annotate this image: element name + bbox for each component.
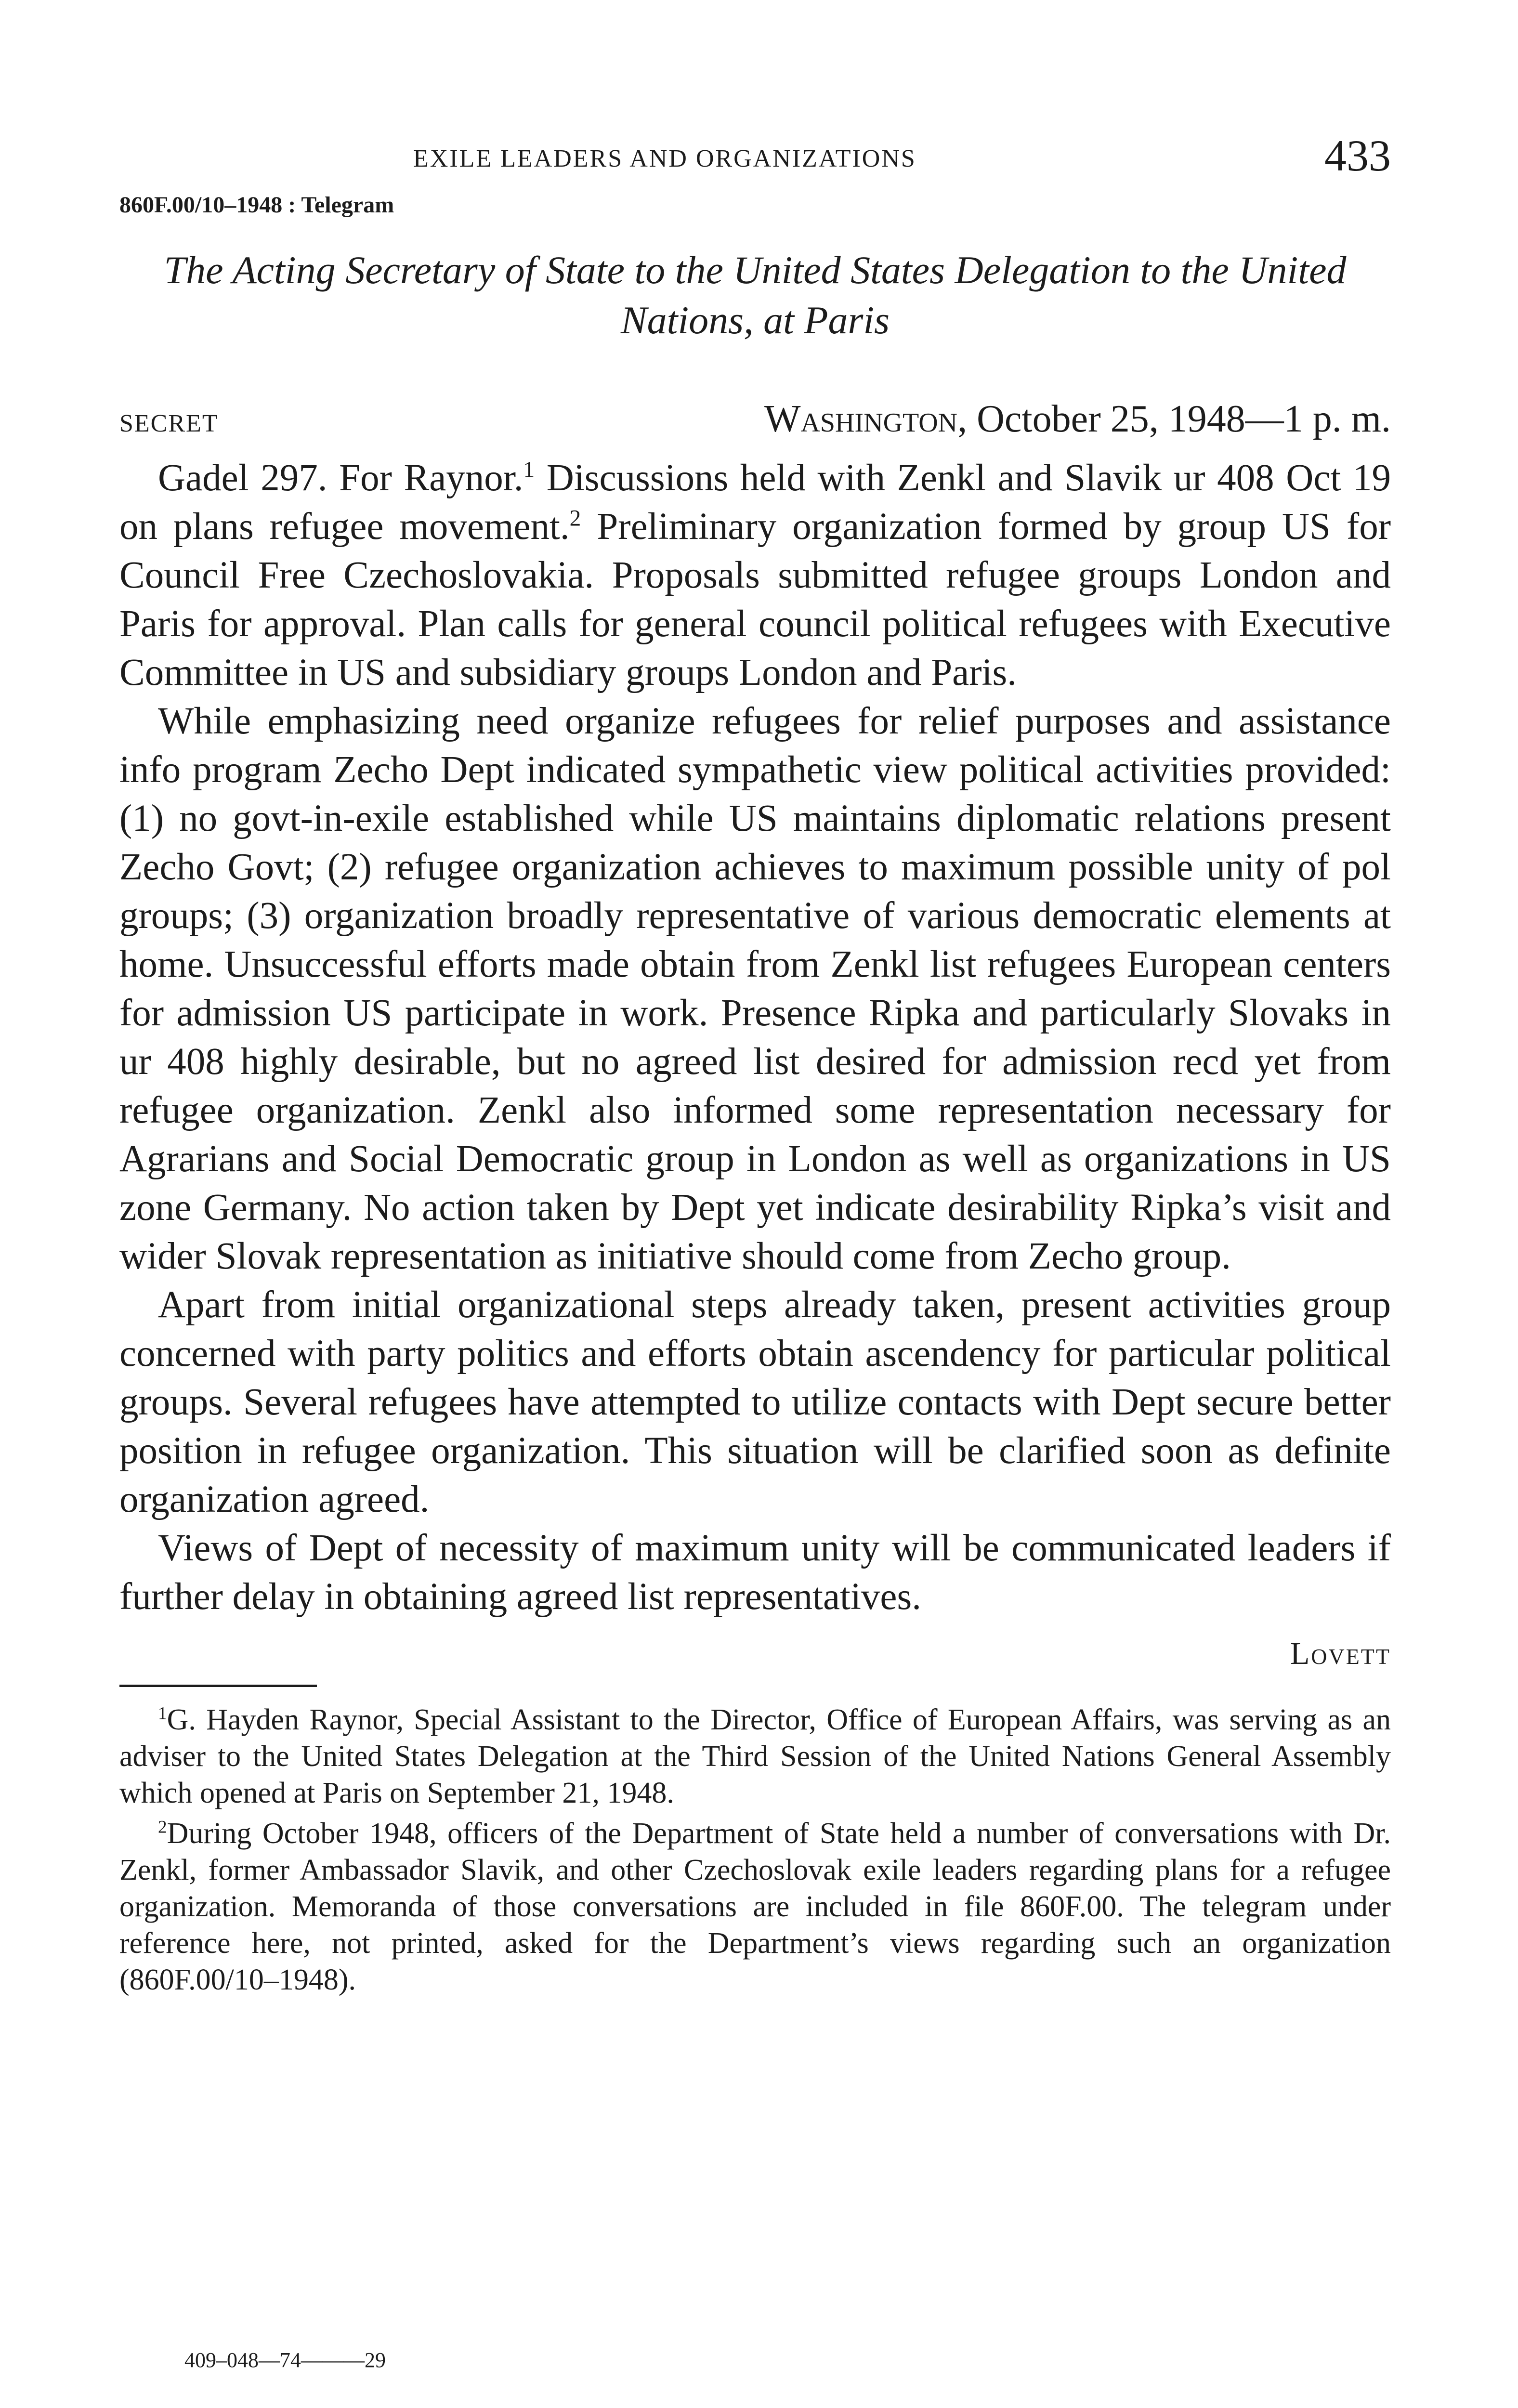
footnote-ref-1: 1 <box>523 457 535 483</box>
body-paragraph-4: Views of Dept of necessity of maximum unity will be communicated leaders if further delay in obtaining agreed list representatives. <box>119 1527 1391 1618</box>
telegram-body <box>119 454 1391 1621</box>
classification-marking: SECRET <box>119 410 219 437</box>
footnotes <box>119 1701 1391 1998</box>
running-head <box>119 130 1391 183</box>
footnote-1-mark: 1 <box>158 1703 167 1724</box>
paragraph-1-part-2: Discussions held with Zenkl and Slavik ur 408 Oct 19 on plans refugee movement. <box>119 457 1391 548</box>
footnote-ref-2: 2 <box>569 506 581 531</box>
body-paragraph-2: While emphasizing need organize refugees for relief purposes and assistance info program Zecho Dept indicated sympathetic view political activities provided: (1) no govt-in-exile established while US maintains diplomatic relations present Zecho Govt; (2) refugee organization achieves to maximum possible unity of pol groups; (3) organization broadly representative of various democratic elements at home. Unsuccessful efforts made obtain from Zenkl list refugees European centers for admission US participate in work. Presence Ripka and particularly Slovaks in ur 408 highly desirable, but no agreed list desired for admission recd yet from refugee organization. Zenkl also informed some representation necessary for Agrarians and Social Democratic group in London as well as organizations in US zone Germany. No action taken by Dept yet indicate desirability Ripka’s visit and wider Slovak representation as initiative should come from Zecho group. <box>119 700 1391 1277</box>
footnote-1-text: G. Hayden Raynor, Special Assistant to the Director, Office of European Affairs, was serving as an adviser to the United States Delegation at the Third Session of the United Nations General Assembly which opened at Paris on September 21, 1948. <box>119 1703 1391 1809</box>
body-paragraph-1 <box>119 454 1391 697</box>
document-page <box>119 130 1391 2408</box>
footnote-divider <box>119 1685 317 1687</box>
footnote-2 <box>119 1815 1391 1998</box>
printer-imprint: 409–048—74———29 <box>184 2348 386 2372</box>
paragraph-1-part-1: Gadel 297. For Raynor. <box>158 457 523 499</box>
page-number: 433 <box>1324 131 1391 180</box>
telegram-header <box>119 397 1391 441</box>
footnote-2-text: During October 1948, officers of the Department of State held a number of conversations with Dr. Zenkl, former Ambassador Slavik, and other Czechoslovak exile leaders regarding plans for a refugee organization. Memoranda of those conversations are included in file 860F.00. The telegram under reference here, not printed, asked for the Department’s views regarding such an organization (860F.00/10–1948). <box>119 1817 1391 1996</box>
footnote-1 <box>119 1701 1391 1811</box>
dateline <box>764 397 1391 441</box>
body-paragraph-3: Apart from initial organizational steps already taken, present activities group concerned with party politics and efforts obtain ascendency for particular political groups. Several refugees have attempted to utilize contacts with Dept secure better position in refugee organization. This situation will be clarified soon as definite organization agreed. <box>119 1284 1391 1520</box>
file-number: 860F.00/10–1948 : Telegram <box>119 192 394 218</box>
dateline-date: , October 25, 1948—1 p. m. <box>957 398 1391 440</box>
signature: Lovett <box>1290 1636 1391 1671</box>
dateline-place: Washington <box>764 398 958 440</box>
footnote-2-mark: 2 <box>158 1817 167 1837</box>
paragraph-1-part-3: Preliminary organization formed by group US for Council Free Czechoslovakia. Proposals submitted refugee groups London and Paris for approval. Plan calls for general council political refugees with Executive Committee in US and subsidiary groups London and Paris. <box>119 506 1391 694</box>
running-head-title: EXILE LEADERS AND ORGANIZATIONS <box>413 145 916 172</box>
document-title: The Acting Secretary of State to the United States Delegation to the United Nations, at Paris <box>164 248 1347 342</box>
